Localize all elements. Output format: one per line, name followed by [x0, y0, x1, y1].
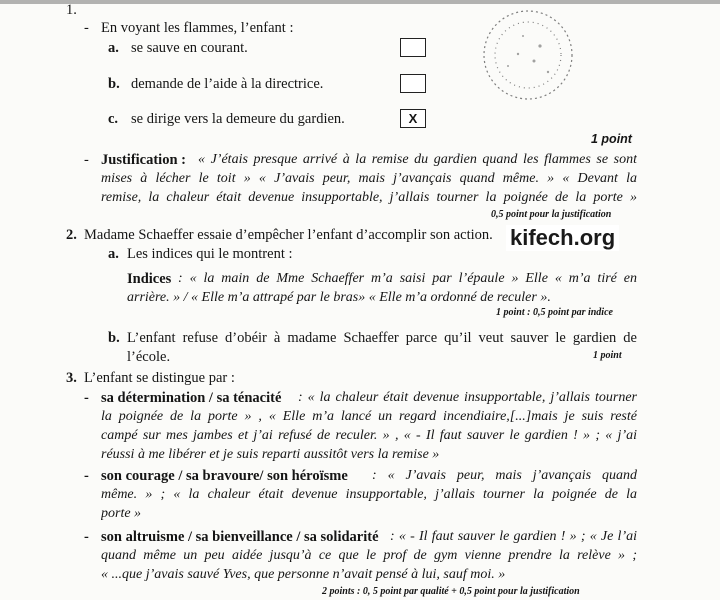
q3-text: L’enfant se distingue par : — [84, 370, 235, 386]
q3-quality-1-line-1: : « la chaleur était devenue insupportable, j’allais tourner — [298, 390, 637, 405]
q1-intro: En voyant les flammes, l’enfant : — [101, 20, 294, 36]
q3-quality-2-label: son courage / sa bravoure/ son héroïsme — [101, 468, 348, 484]
q3-quality-3-line-2: quand même un peu aidée jusqu’à ce que le prof de gym vienne prendre la relève » ; — [101, 548, 637, 563]
q1-number: 1. — [66, 2, 77, 18]
q2-indices-label: Indices — [127, 271, 172, 287]
q3-quality-1-bullet: - — [84, 390, 89, 406]
q1-option-c-letter: c. — [108, 111, 119, 127]
q3-quality-3-line-1: : « - Il faut sauver le gardien ! » ; « Je l’ai — [390, 529, 637, 544]
q2-b-points: 1 point — [593, 350, 622, 361]
q3-quality-2-line-2: même. » ; « la chaleur était devenue insupportable, j’allais tourner la poignée de la — [101, 487, 637, 502]
q1-justif-bullet: - — [84, 152, 89, 168]
q3-quality-1-label: sa détermination / sa ténacité — [101, 390, 282, 406]
q2-b-line-2: l’école. — [127, 349, 171, 365]
q3-points: 2 points : 0, 5 point par qualité + 0,5 point pour la justification — [322, 586, 580, 597]
q1-justif-line-3: remise, la chaleur était devenue insupportable, j’allais tourner la poignée de la porte » — [101, 190, 637, 205]
q3-quality-2-line-1: : « J’avais peur, mais j’avançais quand — [372, 468, 637, 483]
q3-quality-3-label: son altruisme / sa bienveillance / sa solidarité — [101, 529, 379, 545]
q2-a-letter: a. — [108, 246, 119, 262]
q1-option-a-text: se sauve en courant. — [131, 40, 248, 56]
q1-option-b-checkbox — [400, 74, 426, 93]
q3-quality-2-line-3: porte » — [101, 506, 142, 521]
q1-justif-line-1: « J’étais presque arrivé à la remise du gardien quand les flammes se sont — [198, 152, 637, 167]
q2-a-text: Les indices qui le montrent : — [127, 246, 293, 262]
q3-quality-1-line-2: la poignée de la porte » , « Elle m’a lancé un regard incendiaire,[...]mais je suis resté — [101, 409, 637, 424]
q2-number: 2. — [66, 227, 77, 243]
q2-indices-points: 1 point : 0,5 point par indice — [496, 307, 613, 318]
q1-justif-label: Justification : — [101, 152, 186, 168]
q1-option-c-checkbox: X — [400, 109, 426, 128]
q1-justif-points: 0,5 point pour la justification — [491, 209, 612, 220]
q1-option-b-letter: b. — [108, 76, 120, 92]
q1-option-a-letter: a. — [108, 40, 119, 56]
school-stamp — [478, 6, 578, 104]
q3-number: 3. — [66, 370, 77, 386]
q2-indices-line-1: : « la main de Mme Schaeffer m’a saisi par l’épaule » Elle « m’a tiré en — [178, 271, 637, 286]
q3-quality-3-line-3: « ...que j’avais sauvé Yves, que personne n’avait pensé à lui, sauf moi. » — [101, 567, 506, 582]
q2-indices-line-2: arrière. » / « Elle m’a attrapé par le bras» « Elle m’a ordonné de reculer ». — [127, 290, 551, 305]
q3-quality-3-bullet: - — [84, 529, 89, 545]
q2-b-letter: b. — [108, 330, 120, 346]
q1-points: 1 point — [591, 132, 632, 146]
q2-text: Madame Schaeffer essaie d’empêcher l’enfant d’accomplir son action. — [84, 227, 493, 243]
q1-option-b-text: demande de l’aide à la directrice. — [131, 76, 324, 92]
q3-quality-1-line-3: campé sur mes jambes et j’ai refusé de reculer. » , « - Il faut sauver le gardien ! » ; « j’ai — [101, 428, 637, 443]
q1-option-c-text: se dirige vers la demeure du gardien. — [131, 111, 345, 127]
watermark: kifech.org — [506, 225, 619, 251]
q3-quality-1-line-4: réussi à me libérer et je suis reparti aussitôt vers la remise » — [101, 447, 440, 462]
q1-justif-line-2: mises à lécher le toit » « J’avais peur, mais j’avançais quand même. » « Devant la — [101, 171, 637, 186]
scan-top-edge — [0, 0, 720, 4]
q3-quality-2-bullet: - — [84, 468, 89, 484]
q1-option-a-checkbox — [400, 38, 426, 57]
q1-bullet: - — [84, 20, 89, 36]
q2-b-line-1: L’enfant refuse d’obéir à madame Schaeffer parce qu’il veut sauver le gardien de — [127, 330, 637, 346]
